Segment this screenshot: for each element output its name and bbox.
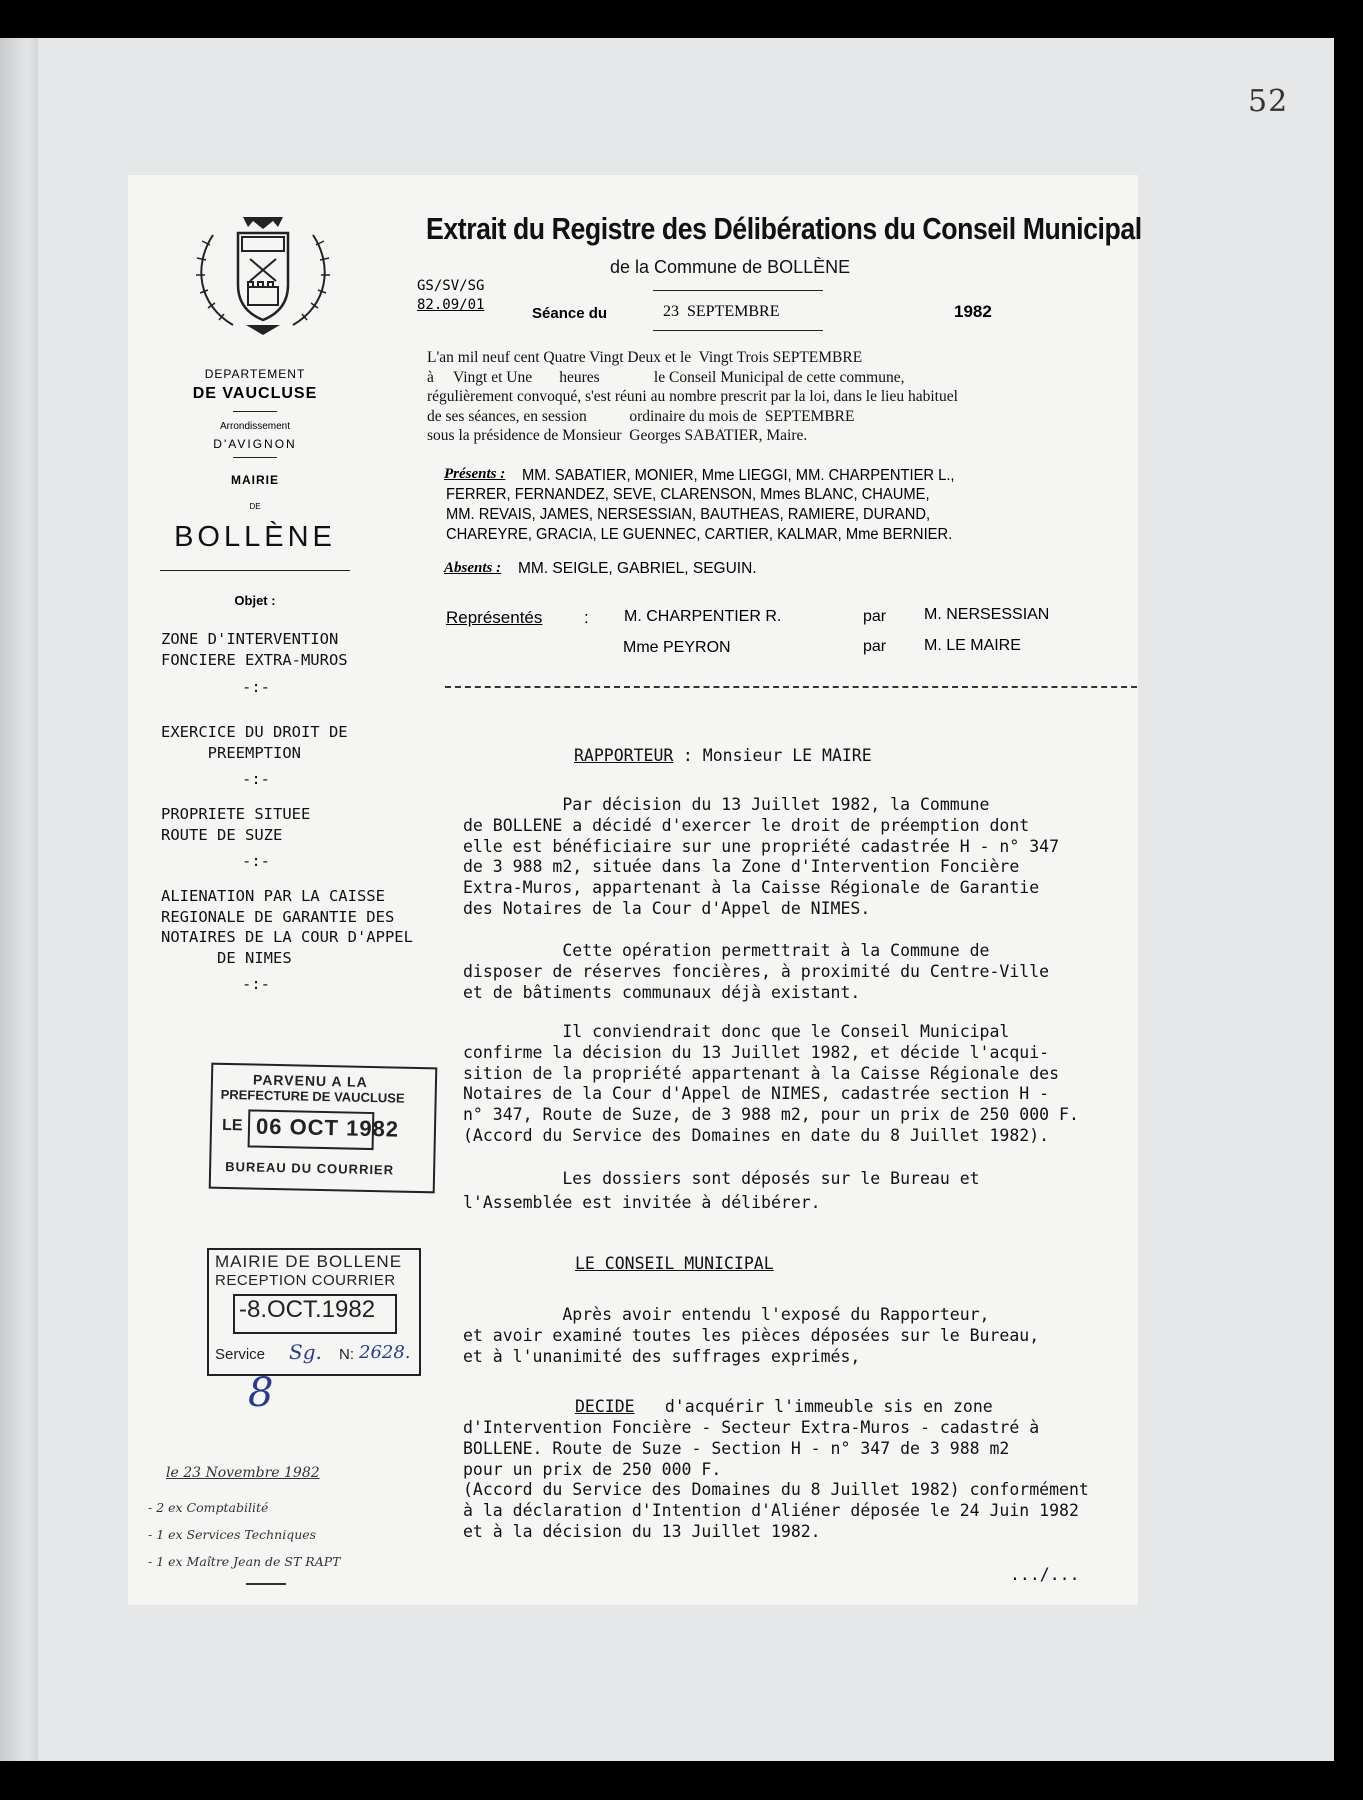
paragraph-5: Après avoir entendu l'exposé du Rapporteur, et avoir examiné toutes les pièces déposées sur le Bureau, et à l'unanimité des suffrages exprimés, bbox=[463, 1305, 1040, 1366]
par-label: par bbox=[863, 638, 887, 655]
stamp-le: LE bbox=[221, 1116, 243, 1135]
paragraph-1: Par décision du 13 Juillet 1982, la Commune de BOLLENE a décidé d'exercer le droit de préemption dont elle est bénéficiaire sur une propriété cadastrée H - n° 347 de 3 988 m2, située dans la Zone d'Intervention Foncière Extra-Muros, appartenant à la Caisse Régionale de Garantie des Notaires de la Cour d'Appel de NIMES. bbox=[463, 795, 1060, 918]
presents-line: MM. SABATIER, MONIER, Mme LIEGGI, MM. CHARPENTIER L., bbox=[522, 467, 955, 484]
town-name: BOLLÈNE bbox=[174, 521, 336, 553]
intro-line: L'an mil neuf cent Quatre Vingt Deux et le Vingt Trois SEPTEMBRE bbox=[427, 349, 863, 366]
arrondissement-name: D'AVIGNON bbox=[213, 437, 297, 451]
presents-line: CHAREYRE, GRACIA, LE GUENNEC, CARTIER, KALMAR, Mme BERNIER. bbox=[446, 526, 953, 543]
absents-list: MM. SEIGLE, GABRIEL, SEGUIN. bbox=[518, 560, 757, 577]
decide-details: d'Intervention Foncière - Secteur Extra-Muros - cadastré à BOLLENE. Route de Suze - Section H - n° 347 de 3 988 m2 pour un prix de 250 000 F. (Accord du Service des Domaines du 8 Juillet 1982) conformément à la déclaration d'Intention d'Aliéner déposée le 24 Juin 1982 et à la décision du 13 Juillet 1982. bbox=[463, 1418, 1089, 1541]
folio-number: 52 bbox=[1248, 84, 1289, 119]
document-title: Extrait du Registre des Délibérations du Conseil Municipal bbox=[426, 211, 1142, 246]
objet-item: EXERCICE DU DROIT DE PREEMPTION bbox=[161, 723, 348, 762]
conseil-label: LE CONSEIL MUNICIPAL bbox=[575, 1254, 774, 1273]
stamp-service-value: Sg. bbox=[289, 1340, 322, 1364]
prefecture-stamp bbox=[209, 1063, 438, 1194]
reference-1: GS/SV/SG bbox=[417, 278, 485, 294]
objet-item: PROPRIETE SITUEE ROUTE DE SUZE bbox=[161, 805, 311, 844]
deliberation-sheet bbox=[128, 175, 1142, 1605]
objet-item: ZONE D'INTERVENTION FONCIERE EXTRA-MUROS bbox=[161, 630, 348, 669]
separator: -:- bbox=[242, 770, 270, 788]
decide-text: d'acquérir l'immeuble sis en zone bbox=[645, 1397, 993, 1416]
stamp-number-label: N: bbox=[339, 1346, 354, 1363]
intro-line: à Vingt et Une heures le Conseil Municipal de cette commune, bbox=[427, 368, 905, 386]
represented-person: M. CHARPENTIER R. bbox=[624, 608, 782, 625]
separator: -:- bbox=[242, 852, 270, 870]
stamp-line: PARVENU A LA bbox=[252, 1071, 368, 1090]
objet-label: Objet : bbox=[234, 593, 276, 608]
arrondissement-label: Arrondissement bbox=[219, 421, 291, 432]
stamp-line: MAIRIE DE BOLLENE bbox=[215, 1252, 403, 1271]
absents-label: Absents : bbox=[444, 560, 502, 576]
stamp-date: -8.OCT.1982 bbox=[239, 1296, 376, 1323]
de-label: DE bbox=[249, 502, 261, 511]
coat-of-arms-icon bbox=[188, 215, 338, 340]
intro-line: sous la présidence de Monsieur Georges SABATIER, Maire. bbox=[427, 427, 808, 444]
intro-line: de ses séances, en session ordinaire du mois de SEPTEMBRE bbox=[427, 407, 855, 425]
stamp-service-label: Service bbox=[215, 1346, 266, 1363]
stamp-date: 06 OCT 1982 bbox=[255, 1113, 400, 1142]
mairie-label: MAIRIE bbox=[231, 473, 279, 487]
mairie-reception-stamp bbox=[207, 1248, 421, 1376]
colon: : bbox=[584, 608, 589, 627]
paragraph-3: Il conviendrait donc que le Conseil Municipal confirme la décision du 13 Juillet 1982, et décide l'acqui- sition de la propriété appartenant à la Caisse Régionale des Notaires de la Cour d'Appel de NIMES, cadastrée section H - n° 347, Route de Suze, de 3 988 m2, pour un prix de 250 000 F. (Accord du Service des Domaines en date du 8 Juillet 1982). bbox=[463, 1022, 1079, 1145]
handwritten-mark: 8 bbox=[248, 1370, 274, 1416]
handwritten-line: - 1 ex Maître Jean de ST RAPT bbox=[148, 1554, 341, 1569]
separator: -:- bbox=[242, 975, 270, 993]
stamp-number-value: 2628. bbox=[359, 1342, 411, 1363]
paragraph-4: Les dossiers sont déposés sur le Bureau et l'Assemblée est invitée à délibérer. bbox=[463, 1169, 980, 1212]
continuation-mark: .../... bbox=[1010, 1565, 1080, 1584]
rapporteur-name: : Monsieur LE MAIRE bbox=[673, 746, 872, 765]
stamp-line: RECEPTION COURRIER bbox=[215, 1272, 396, 1289]
commune-line: de la Commune de BOLLÈNE bbox=[610, 257, 851, 277]
presents-label: Présents : bbox=[444, 466, 506, 482]
paragraph-2: Cette opération permettrait à la Commune de disposer de réserves foncières, à proximité du Centre-Ville et de bâtiments communaux déjà existant. bbox=[463, 941, 1050, 1002]
objet-item: ALIENATION PAR LA CAISSE REGIONALE DE GARANTIE DES NOTAIRES DE LA COUR D'APPEL DE NIMES bbox=[161, 887, 413, 967]
decide-label: DECIDE bbox=[575, 1397, 635, 1416]
stamp-line: BUREAU DU COURRIER bbox=[225, 1158, 395, 1178]
presents-line: MM. REVAIS, JAMES, NERSESSIAN, BAUTHEAS, RAMIERE, DURAND, bbox=[446, 506, 931, 523]
stamp-line: PREFECTURE DE VAUCLUSE bbox=[220, 1086, 405, 1106]
intro-line: régulièrement convoqué, s'est réuni au nombre prescrit par la loi, dans le lieu habituel bbox=[427, 388, 958, 405]
handwritten-line: - 1 ex Services Techniques bbox=[148, 1527, 317, 1542]
department-name: DE VAUCLUSE bbox=[192, 385, 318, 402]
handwritten-line: - 2 ex Comptabilité bbox=[148, 1500, 269, 1515]
representative: M. LE MAIRE bbox=[924, 637, 1021, 654]
seance-date: 23 SEPTEMBRE bbox=[663, 303, 780, 320]
intro-paragraph bbox=[427, 348, 958, 446]
divider bbox=[445, 686, 1137, 688]
par-label: par bbox=[863, 608, 887, 625]
separator: -:- bbox=[242, 678, 270, 696]
rapporteur-label: RAPPORTEUR bbox=[574, 746, 674, 765]
handwritten-date: le 23 Novembre 1982 bbox=[166, 1465, 320, 1481]
department-label: DEPARTEMENT bbox=[204, 367, 306, 381]
representes-label: Représentés bbox=[446, 608, 543, 627]
representative: M. NERSESSIAN bbox=[924, 606, 1050, 623]
seance-label: Séance du bbox=[532, 305, 608, 322]
seance-year: 1982 bbox=[954, 302, 992, 321]
presents-line: FERRER, FERNANDEZ, SEVE, CLARENSON, Mmes BLANC, CHAUME, bbox=[446, 486, 930, 503]
reference-2: 82.09/01 bbox=[417, 297, 485, 313]
represented-person: Mme PEYRON bbox=[623, 639, 731, 656]
